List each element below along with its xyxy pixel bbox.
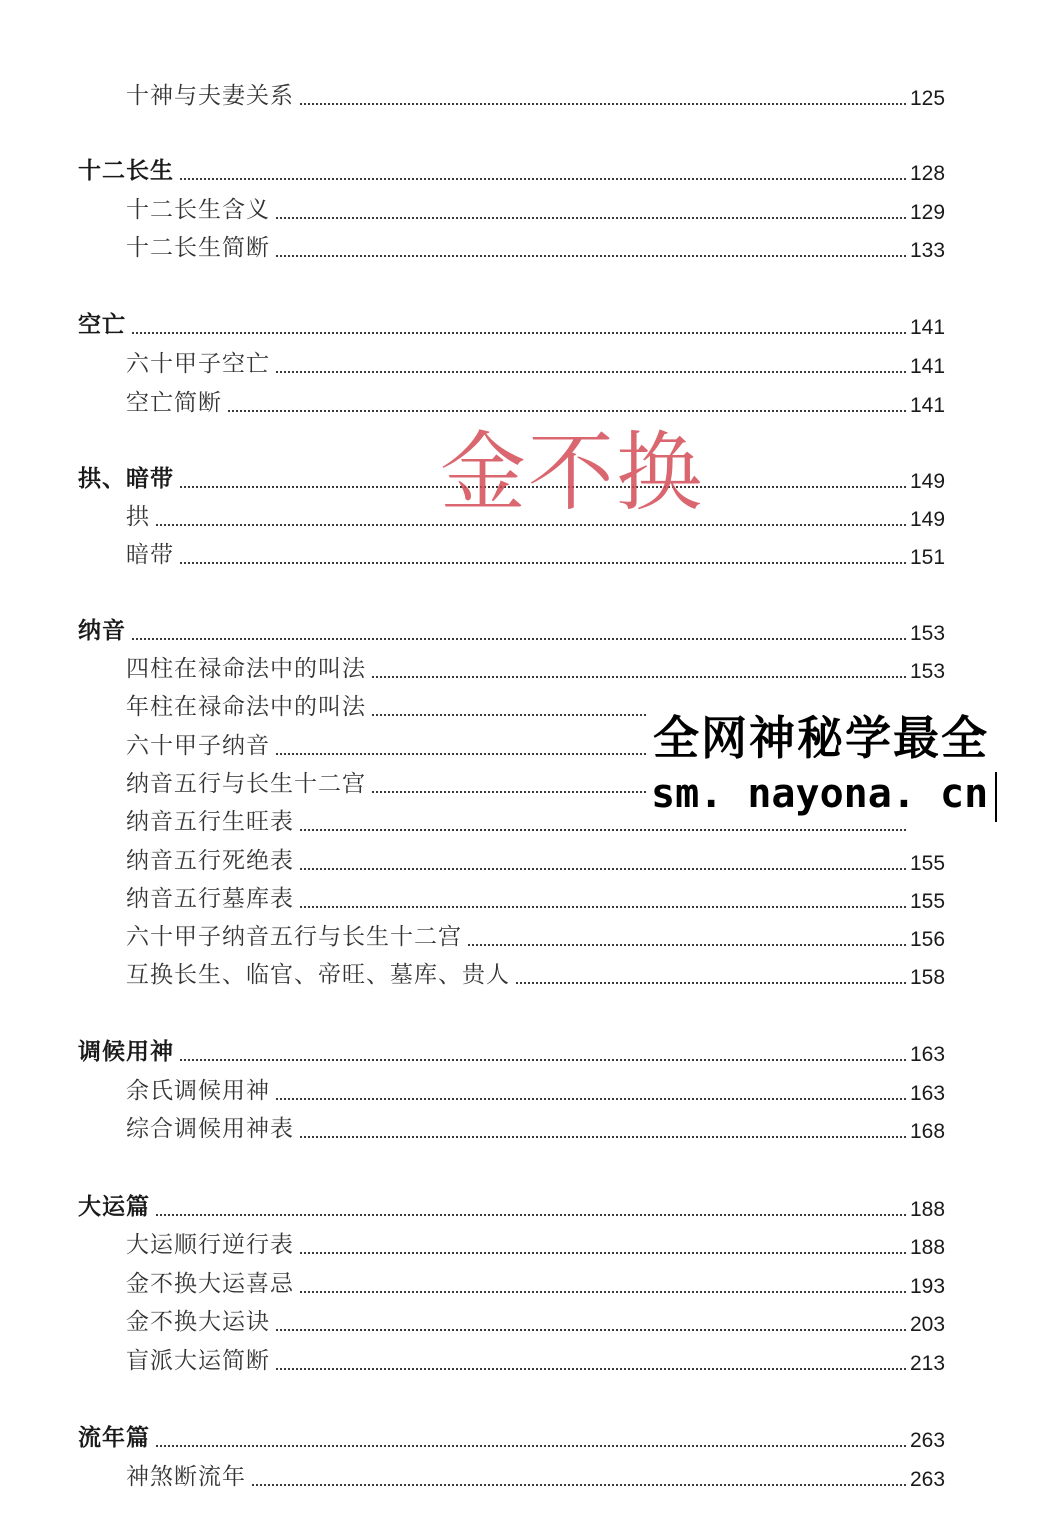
toc-entry-page: 213: [907, 1350, 950, 1378]
toc-entry-page: 155: [907, 888, 950, 916]
toc-entry[interactable]: [0, 233, 1054, 269]
dot-leader: [128, 410, 906, 412]
toc-entry-title: 金不换大运喜忌: [126, 1269, 298, 1299]
toc-section-title: 拱、暗带: [78, 464, 178, 494]
toc-entry-title: 余氏调候用神: [126, 1076, 274, 1106]
toc-entry-title: 互换长生、临官、帝旺、墓库、贵人: [126, 960, 514, 990]
dot-leader: [80, 1214, 906, 1216]
toc-entry-page: 153: [907, 658, 950, 686]
dot-leader: [80, 638, 906, 640]
toc-section-title: 调候用神: [78, 1037, 178, 1067]
toc-entry-title: 神煞断流年: [126, 1462, 250, 1492]
toc-entry-page: 125: [907, 85, 950, 113]
toc-entry-title: 六十甲子纳音五行与长生十二宫: [126, 922, 466, 952]
toc-entry-page: 188: [907, 1234, 950, 1262]
toc-entry-title: 年柱在禄命法中的叫法: [126, 692, 370, 722]
dot-leader: [80, 1059, 906, 1061]
toc-entry-title: 综合调候用神表: [126, 1114, 298, 1144]
toc-section-page: 149: [907, 468, 950, 496]
toc-entry[interactable]: [0, 846, 1054, 882]
toc-entry[interactable]: [0, 1269, 1054, 1305]
dot-leader: [128, 562, 906, 564]
toc-section-title: 流年篇: [78, 1423, 154, 1453]
toc-entry[interactable]: [0, 922, 1054, 958]
watermark-text: 金不换: [440, 423, 704, 523]
toc-entry[interactable]: [0, 1076, 1054, 1112]
toc-entry-page: 133: [907, 237, 950, 265]
toc-entry-title: 空亡简断: [126, 388, 226, 418]
toc-section-page: 163: [907, 1041, 950, 1069]
toc-section-title: 空亡: [78, 310, 130, 340]
toc-entry[interactable]: [0, 195, 1054, 231]
ad-overlay: [647, 706, 1054, 822]
toc-entry-page: 263: [907, 1466, 950, 1494]
dot-leader: [80, 178, 906, 180]
toc-entry[interactable]: [0, 1462, 1054, 1498]
toc-entry[interactable]: [0, 1114, 1054, 1150]
toc-entry-title: 六十甲子纳音: [126, 731, 274, 761]
toc-entry-page: 168: [907, 1118, 950, 1146]
toc-entry-title: 拱: [126, 502, 154, 532]
toc-section[interactable]: [0, 1037, 1054, 1073]
toc-entry-title: 六十甲子空亡: [126, 349, 274, 379]
toc-entry[interactable]: [0, 81, 1054, 117]
toc-entry[interactable]: [0, 1307, 1054, 1343]
toc-entry[interactable]: [0, 884, 1054, 920]
toc-entry[interactable]: [0, 960, 1054, 996]
toc-entry-page: 141: [907, 353, 950, 381]
toc-entry[interactable]: [0, 654, 1054, 690]
toc-section[interactable]: [0, 1192, 1054, 1228]
ad-url: sm. nayona. cn: [651, 771, 989, 817]
toc-section-page: 153: [907, 620, 950, 648]
toc-section-title: 十二长生: [78, 156, 178, 186]
toc-section[interactable]: [0, 156, 1054, 192]
toc-entry-title: 纳音五行墓库表: [126, 884, 298, 914]
toc-entry-title: 十二长生简断: [126, 233, 274, 263]
toc-entry[interactable]: [0, 1346, 1054, 1382]
toc-section[interactable]: [0, 1423, 1054, 1459]
toc-entry-page: 129: [907, 199, 950, 227]
toc-entry[interactable]: [0, 540, 1054, 576]
toc-entry-page: 193: [907, 1273, 950, 1301]
toc-entry-title: 四柱在禄命法中的叫法: [126, 654, 370, 684]
toc-entry-title: 纳音五行生旺表: [126, 807, 298, 837]
toc-entry-title: 纳音五行死绝表: [126, 846, 298, 876]
toc-entry-title: 金不换大运诀: [126, 1307, 274, 1337]
toc-entry-page: 149: [907, 506, 950, 534]
ad-headline: 全网神秘学最全: [653, 711, 989, 765]
toc-section-page: 188: [907, 1196, 950, 1224]
toc-entry-page: 163: [907, 1080, 950, 1108]
toc-entry[interactable]: [0, 349, 1054, 385]
toc-section[interactable]: [0, 616, 1054, 652]
toc-section-page: 141: [907, 314, 950, 342]
toc-entry-title: 十二长生含义: [126, 195, 274, 225]
toc-section-page: 128: [907, 160, 950, 188]
toc-section-title: 纳音: [78, 616, 130, 646]
toc-entry-page: 158: [907, 964, 950, 992]
text-cursor: [995, 772, 997, 822]
toc-section-page: 263: [907, 1427, 950, 1455]
toc-entry[interactable]: [0, 1230, 1054, 1266]
toc-entry-title: 纳音五行与长生十二宫: [126, 769, 370, 799]
toc-entry-title: 十神与夫妻关系: [126, 81, 298, 111]
dot-leader: [80, 332, 906, 334]
toc-entry-page: 155: [907, 850, 950, 878]
dot-leader: [80, 1445, 906, 1447]
toc-entry-page: 203: [907, 1311, 950, 1339]
toc-entry-page: 151: [907, 544, 950, 572]
toc-entry-title: 暗带: [126, 540, 178, 570]
toc-entry-page: 141: [907, 392, 950, 420]
toc-entry-title: 盲派大运简断: [126, 1346, 274, 1376]
toc-section-title: 大运篇: [78, 1192, 154, 1222]
toc-entry-page: 156: [907, 926, 950, 954]
toc-section[interactable]: [0, 310, 1054, 346]
toc-entry-title: 大运顺行逆行表: [126, 1230, 298, 1260]
